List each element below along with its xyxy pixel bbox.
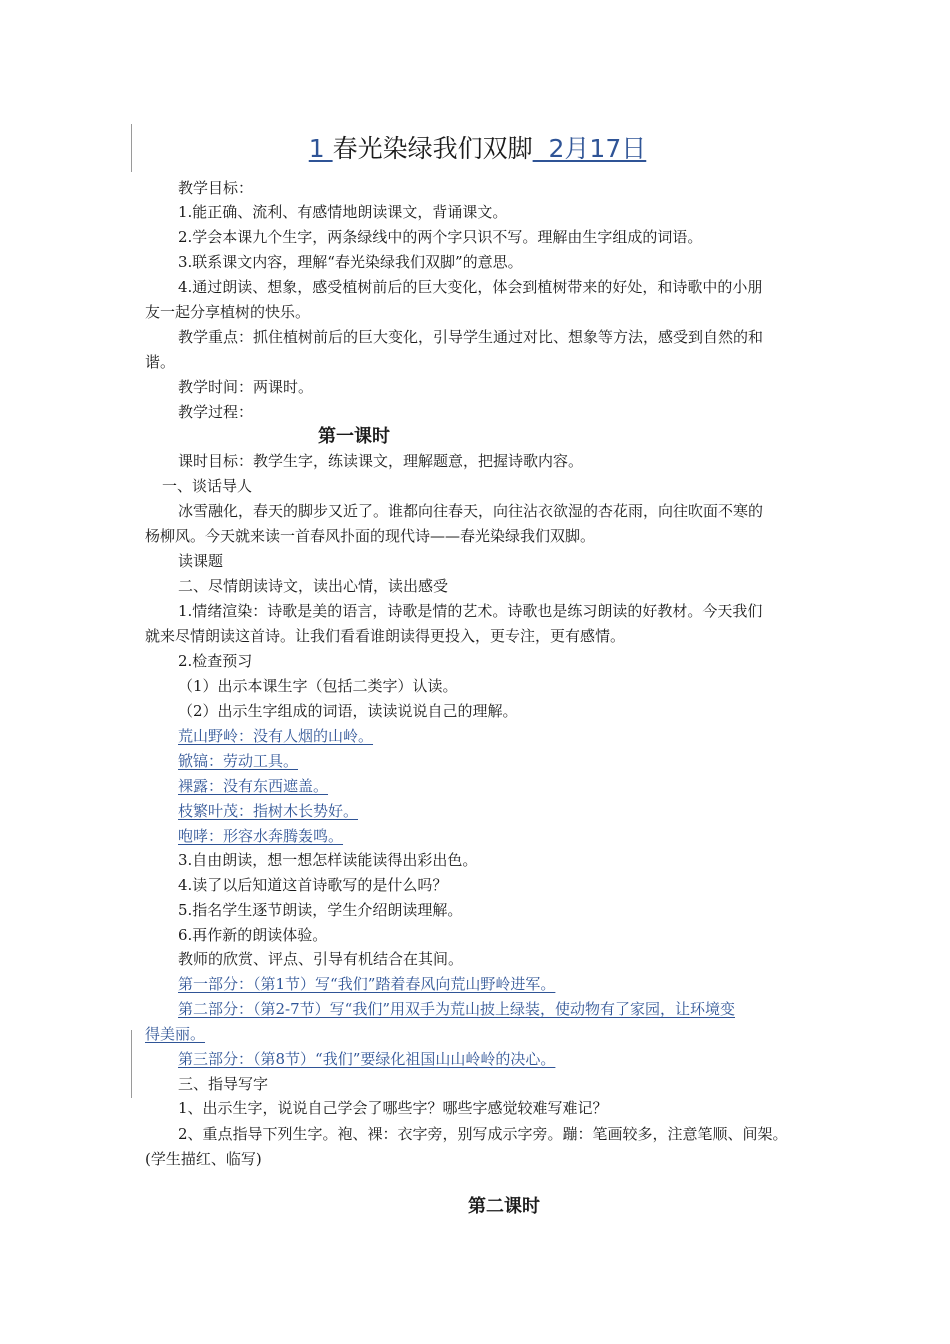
teaching-time: 教学时间：两课时。 xyxy=(178,378,314,396)
vocab-link[interactable]: 枝繁叶茂：指树木长势好。 xyxy=(178,802,359,820)
step-heading: 二、尽情朗读诗文，读出心情，读出感受 xyxy=(178,577,449,595)
objective-item: 3.联系课文内容，理解“春光染绿我们双脚”的意思。 xyxy=(178,253,523,271)
vocab-item xyxy=(145,724,843,749)
paragraph: 冰雪融化，春天的脚步又近了。谁都向往春天，向往沾衣欲湿的杏花雨，向往吹面不寒的 xyxy=(178,502,764,520)
key-point-cont: 谐。 xyxy=(145,353,176,371)
part-item xyxy=(145,1047,843,1072)
part-link[interactable]: 第一部分：（第1节）写“我们”踏着春风向荒山野岭进军。 xyxy=(178,975,556,993)
part-item xyxy=(145,972,843,997)
paragraph-cont: 杨柳风。今天就来读一首春风扑面的现代诗——春光染绿我们双脚。 xyxy=(145,527,596,545)
list-item: 3.自由朗读，想一想怎样读能读得出彩出色。 xyxy=(178,851,478,869)
teaching-process-label: 教学过程： xyxy=(178,403,254,421)
lesson-date: 2月17日 xyxy=(532,134,647,163)
part-link[interactable]: 第三部分：（第8节）“我们”要绿化祖国山山岭岭的决心。 xyxy=(178,1050,556,1068)
vocab-link[interactable]: 咆哮：形容水奔腾轰鸣。 xyxy=(178,827,344,845)
part-item xyxy=(145,997,843,1022)
lesson-title: 春光染绿我们双脚 xyxy=(332,134,533,163)
list-item: 1、出示生字，说说自己学会了哪些字？哪些字感觉较难写难记？ xyxy=(178,1099,608,1117)
section-heading-lesson-2: 第二课时 xyxy=(468,1196,540,1217)
part-link[interactable]: 第二部分：（第2-7节）写“我们”用双手为荒山披上绿装，使动物有了家园，让环境变 xyxy=(178,1000,735,1018)
paragraph: 1.情绪渲染：诗歌是美的语言，诗歌是情的艺术。诗歌也是练习朗读的好教材。今天我们 xyxy=(178,602,763,620)
list-item: （1）出示本课生字（包括二类字）认读。 xyxy=(178,677,458,695)
step-heading: 一、谈话导人 xyxy=(162,477,253,495)
vocab-item xyxy=(145,824,843,849)
list-item: 6.再作新的朗读体验。 xyxy=(178,926,328,944)
objective-item-cont: 友一起分享植树的快乐。 xyxy=(145,303,311,321)
objective-item: 2.学会本课九个生字，两条绿线中的两个字只识不写。理解由生字组成的词语。 xyxy=(178,228,703,246)
margin-mark-top xyxy=(131,124,132,172)
list-item: 2、重点指导下列生字。袍、裸：衣字旁，别写成示字旁。蹦：笔画较多，注意笔顺、间架。 xyxy=(178,1125,788,1143)
paragraph: 教师的欣赏、评点、引导有机结合在其间。 xyxy=(178,950,464,968)
key-point: 教学重点：抓住植树前后的巨大变化，引导学生通过对比、想象等方法，感受到自然的和 xyxy=(178,328,764,346)
list-item: 2.检查预习 xyxy=(178,652,253,670)
vocab-item xyxy=(145,749,843,774)
step-heading: 三、指导写字 xyxy=(178,1075,269,1093)
section-heading-lesson-1: 第一课时 xyxy=(318,426,390,447)
vocab-link[interactable]: 裸露：没有东西遮盖。 xyxy=(178,777,329,795)
list-item-cont: (学生描红、临写) xyxy=(145,1150,262,1168)
margin-mark-bottom xyxy=(131,1030,132,1098)
page-title xyxy=(145,131,810,167)
read-title: 读课题 xyxy=(178,552,224,570)
paragraph-cont: 就来尽情朗读这首诗。让我们看看谁朗读得更投入，更专注，更有感情。 xyxy=(145,627,626,645)
vocab-item xyxy=(145,799,843,824)
lesson-number: 1 xyxy=(308,134,333,163)
part-link[interactable]: 得美丽。 xyxy=(145,1025,206,1043)
lesson-goal: 课时目标：教学生字，练读课文，理解题意，把握诗歌内容。 xyxy=(178,452,584,470)
list-item: 4.读了以后知道这首诗歌写的是什么吗？ xyxy=(178,876,448,894)
part-item-cont xyxy=(145,1022,810,1047)
objectives-label: 教学目标： xyxy=(178,179,254,197)
vocab-link[interactable]: 锨镐：劳动工具。 xyxy=(178,752,299,770)
vocab-link[interactable]: 荒山野岭：没有人烟的山岭。 xyxy=(178,727,374,745)
vocab-item xyxy=(145,774,843,799)
objective-item: 4.通过朗读、想象，感受植树前后的巨大变化，体会到植树带来的好处，和诗歌中的小朋 xyxy=(178,278,763,296)
list-item: 5.指名学生逐节朗读，学生介绍朗读理解。 xyxy=(178,901,463,919)
list-item: （2）出示生字组成的词语，读读说说自己的理解。 xyxy=(178,702,518,720)
objective-item: 1.能正确、流利、有感情地朗读课文，背诵课文。 xyxy=(178,203,508,221)
